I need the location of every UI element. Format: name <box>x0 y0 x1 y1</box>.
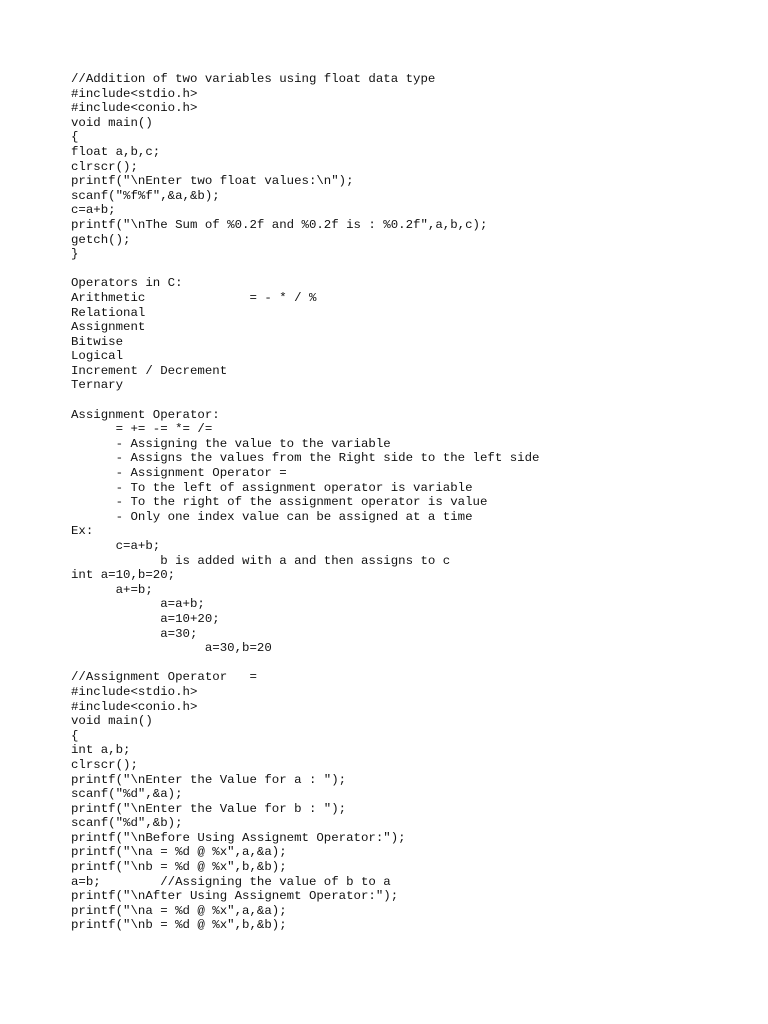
text-line: clrscr(); <box>71 757 138 772</box>
text-line: printf("\nb = %d @ %x",b,&b); <box>71 918 287 933</box>
text-line: scanf("%d",&b); <box>71 816 183 831</box>
text-line: #include<stdio.h> <box>71 86 198 101</box>
text-line: scanf("%d",&a); <box>71 787 183 802</box>
text-line <box>71 656 751 671</box>
text-line: #include<conio.h> <box>71 101 198 116</box>
text-line: Assignment <box>71 320 146 335</box>
text-line: #include<stdio.h> <box>71 684 198 699</box>
text-line: Relational <box>71 305 146 320</box>
text-line: printf("\nAfter Using Assignemt Operator:"); <box>71 889 399 904</box>
text-line: { <box>71 728 79 743</box>
text-line: printf("\nEnter the Value for a : "); <box>71 772 347 787</box>
text-line: Ex: <box>71 524 94 539</box>
text-line: printf("\nEnter two float values:\n"); <box>71 174 354 189</box>
text-line: #include<conio.h> <box>71 699 198 714</box>
text-line: Operators in C: <box>71 276 183 291</box>
text-line: printf("\nEnter the Value for b : "); <box>71 801 347 816</box>
text-line: { <box>71 130 79 145</box>
text-line: printf("\nThe Sum of %0.2f and %0.2f is : %0.2f",a,b,c); <box>71 217 488 232</box>
text-line: - Assignment Operator = <box>71 466 287 481</box>
text-line: Assignment Operator: <box>71 407 220 422</box>
text-line: //Assignment Operator = <box>71 670 257 685</box>
text-line: a+=b; <box>71 582 153 597</box>
text-line: a=a+b; <box>71 597 205 612</box>
text-line: Ternary <box>71 378 124 393</box>
text-line: scanf("%f%f",&a,&b); <box>71 188 220 203</box>
text-line: a=b; //Assigning the value of b to a <box>71 874 391 889</box>
text-line: //Addition of two variables using float data type <box>71 72 436 86</box>
text-line: - To the right of the assignment operator is value <box>71 495 488 510</box>
text-line: printf("\nb = %d @ %x",b,&b); <box>71 860 287 875</box>
text-line: b is added with a and then assigns to c <box>71 553 451 568</box>
text-line: - To the left of assignment operator is variable <box>71 480 473 495</box>
text-line: a=30; <box>71 626 198 641</box>
text-line: c=a+b; <box>71 203 116 218</box>
text-line <box>71 393 751 408</box>
text-line: printf("\nBefore Using Assignemt Operator:"); <box>71 830 406 845</box>
text-line: Arithmetic = - * / % <box>71 290 317 305</box>
text-line: c=a+b; <box>71 539 161 553</box>
text-line: void main() <box>71 115 153 130</box>
text-line <box>71 262 751 277</box>
text-line: a=30,b=20 <box>71 641 272 656</box>
text-line: - Assigns the values from the Right side to the left side <box>71 451 540 466</box>
text-line: Logical <box>71 349 124 364</box>
text-line: int a=10,b=20; <box>71 568 176 583</box>
text-line: - Assigning the value to the variable <box>71 436 391 451</box>
text-line: = += -= *= /= <box>71 422 213 437</box>
text-line: getch(); <box>71 232 131 247</box>
text-line: float a,b,c; <box>71 144 161 159</box>
text-line: void main() <box>71 714 153 729</box>
text-line: int a,b; <box>71 743 131 758</box>
text-line: printf("\na = %d @ %x",a,&a); <box>71 845 287 860</box>
document-text <box>71 72 751 933</box>
text-line: Increment / Decrement <box>71 363 228 378</box>
text-line: Bitwise <box>71 334 124 349</box>
text-line: } <box>71 247 79 262</box>
text-line: clrscr(); <box>71 159 138 174</box>
text-line: a=10+20; <box>71 611 220 626</box>
text-line: printf("\na = %d @ %x",a,&a); <box>71 903 287 918</box>
text-line: - Only one index value can be assigned at a time <box>71 509 473 524</box>
